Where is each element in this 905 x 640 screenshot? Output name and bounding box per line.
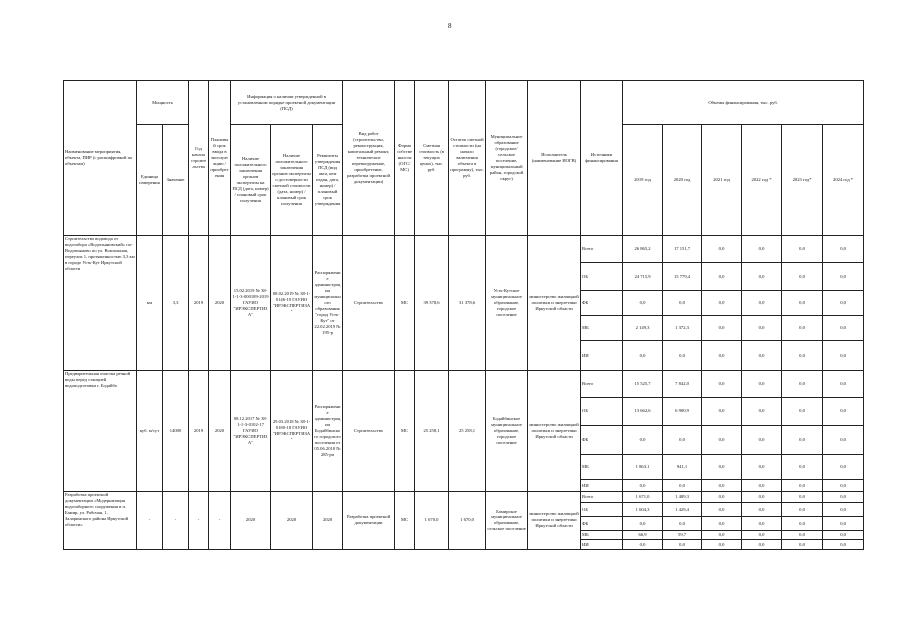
funding-value: 1 671,0 [623,491,663,503]
funding-value: 1 489,3 [663,491,702,503]
funding-source: МБ [581,455,623,480]
start-year: 2019 [189,370,209,491]
funding-value: 0,0 [782,540,823,550]
header-year-2021: 2021 год [702,125,742,236]
capacity-unit: куб. м/сут [137,370,163,491]
funding-value: 0,0 [702,341,742,371]
municipality: Бамирское муниципальное образование, сельское поселение [486,491,528,549]
funding-value: 0,0 [623,425,663,455]
header-name: Наименование мероприятия, объекта, ПИР (с расшифровкой по объектам) [64,81,137,236]
funding-value: 0,0 [823,491,864,503]
funding-value: 0,0 [742,398,782,425]
estimate-cost: 39 378,6 [415,235,449,370]
header-executor: Исполнитель (наименование ИОГВ) [528,81,581,236]
funding-source: ОБ [581,398,623,425]
funding-value: 0,0 [782,398,823,425]
object-name: Разработка проектной документации «Модернизация водозаборного сооружения в п. Бамир, ул. Рабочая, 1, Заларинского района Иркутской области» [64,491,137,549]
capacity-value: 14000 [163,370,189,491]
funding-value: 0,0 [782,425,823,455]
funding-value: 66,9 [623,530,663,539]
header-year-2022: 2022 год * [742,125,782,236]
funding-source: Всего [581,491,623,503]
funding-source: ОБ [581,263,623,290]
object-name: Строительство водовода от водозабора «Водопьяновский» по-Водопьяново по ул. Вокзальная, переулок 1, протяженностью 3,3 км в городе Усть-Кут Иркутской области [64,235,137,370]
funding-value: 0,0 [663,425,702,455]
municipality: Усть-Кутское муниципальное образование, городское поселение [486,235,528,370]
funding-value: 0,0 [742,341,782,371]
remaining-cost: 1 670,0 [449,491,486,549]
funding-value: 0,0 [742,263,782,290]
funding-value: 0,0 [823,530,864,539]
funding-value: 0,0 [623,540,663,550]
municipality: Бодайбинское муниципальное образование, городское поселение [486,370,528,491]
capacity-unit: - [137,491,163,549]
funding-value: 0,0 [702,503,742,517]
funding-value: 0,0 [782,290,823,315]
psd-reliability: 29.03.2018 № 38-1-0180-18 ГАУИО "ИРЭКСПЕРТИЗА" [271,370,313,491]
funding-value: 17 151,7 [663,235,702,262]
funding-value: 941,1 [663,455,702,480]
header-work-type: Вид работ (строительство, реконструкция, капитальный ремонт, техническое перевооружение, приобретение, разработка проектной документации) [343,81,395,236]
header-remaining-cost: Остаток сметной стоимости (на начало включения объекта в программу), тыс. руб. [449,81,486,236]
funding-value: 0,0 [782,503,823,517]
funding-value: 1 604,3 [623,503,663,517]
planned-year: 2020 [209,235,231,370]
funding-value: 0,0 [623,480,663,492]
psd-expertise: 2020 [231,491,271,549]
funding-value: 0,0 [823,290,864,315]
header-psd-reliability: Наличие положительного заключения органов экспертизы о достоверности сметной стоимости (дата, номер) / плановый срок получения [271,125,313,236]
funding-value: 0,0 [823,480,864,492]
funding-source: Всего [581,235,623,262]
estimate-cost: 1 670,0 [415,491,449,549]
funding-value: 1 429,4 [663,503,702,517]
header-funding: Объемы финансирования, тыс. руб. [623,81,864,125]
funding-value: 0,0 [823,517,864,531]
funding-value: 0,0 [663,290,702,315]
funding-source: МБ [581,530,623,539]
funding-value: 0,0 [742,503,782,517]
funding-value: 0,0 [742,491,782,503]
header-estimate-cost: Сметная стоимость (в текущих ценах), тыс. руб. [415,81,449,236]
funding-value: 13 662,6 [623,398,663,425]
work-type: Строительство [343,235,395,370]
funding-value: 0,0 [702,370,742,397]
funding-value: 0,0 [702,455,742,480]
funding-value: 0,0 [742,517,782,531]
funding-value: 2 149,3 [623,315,663,340]
funding-value: 0,0 [823,341,864,371]
header-year-2023: 2023 год* [782,125,823,236]
funding-value: 0,0 [663,540,702,550]
funding-value: 0,0 [823,235,864,262]
funding-source: ФБ [581,517,623,531]
funding-value: 26 865,2 [623,235,663,262]
capacity-value: 3,3 [163,235,189,370]
funding-value: 0,0 [823,425,864,455]
funding-source: ИИ [581,480,623,492]
funding-value: 0,0 [742,540,782,550]
header-start-year: Год начала строительства [189,81,209,236]
funding-value: 0,0 [702,530,742,539]
planned-year: 2020 [209,370,231,491]
funding-value: 0,0 [623,290,663,315]
funding-value: 0,0 [782,370,823,397]
work-type: Разработка проектной документации [343,491,395,549]
funding-value: 0,0 [782,315,823,340]
funding-value: 0,0 [782,517,823,531]
ownership: МС [395,370,415,491]
executor: министерство жилищной политики и энергетики Иркутской области [528,370,581,491]
page-number: 8 [448,22,452,30]
funding-value: 0,0 [742,455,782,480]
funding-value: 0,0 [702,290,742,315]
funding-value: 0,0 [742,370,782,397]
funding-value: 15 779,4 [663,263,702,290]
psd-expertise: 08.12.2017 № 38-1-1-3-0102-17 ГАУИО "ИРЭКСПЕРТИЗА" [231,370,271,491]
remaining-cost: 25 258,1 [449,370,486,491]
funding-value: 15 525,7 [623,370,663,397]
funding-source: Всего [581,370,623,397]
psd-approval: Распоряжение администрации Бодайбинского городского поселения от 05.06.2018 № 285-рп [313,370,343,491]
header-sources: Источники финансирования [581,81,623,236]
psd-reliability: 2020 [271,491,313,549]
funding-value: 0,0 [742,480,782,492]
ownership: МС [395,491,415,549]
funding-value: 0,0 [782,491,823,503]
remaining-cost: 31 378,6 [449,235,486,370]
header-psd-info: Информация о наличии утвержденной в установленном порядке проектной документации (ПСД) [231,81,343,125]
funding-source: ФБ [581,290,623,315]
work-type: Строительство [343,370,395,491]
header-year-2019: 2019 год [623,125,663,236]
funding-source: ФБ [581,425,623,455]
funding-value: 59,7 [663,530,702,539]
funding-value: 0,0 [663,480,702,492]
funding-value: 0,0 [823,398,864,425]
psd-reliability: 08.02.2019 № 38-1-0146-19 ГАУИО "ИРЭКСПЕРТИЗА" [271,235,313,370]
object-name: Предварительная очистка речной воды перед станцией водоподготовки г. Бодайбо [64,370,137,491]
funding-value: 0,0 [623,517,663,531]
header-psd-approval: Реквизиты утверждения ПСД (вид акта, кем издан, дата, номер) / плановый срок утверждения [313,125,343,236]
funding-value: 0,0 [742,530,782,539]
funding-value: 0,0 [782,455,823,480]
funding-value: 0,0 [782,263,823,290]
funding-value: 24 715,9 [623,263,663,290]
funding-value: 0,0 [742,235,782,262]
funding-value: 0,0 [823,455,864,480]
header-municipality: Муниципальное образование (городское/сельское поселение, муниципальный район, городской округ) [486,81,528,236]
executor: министерство жилищной политики и энергетики Иркутской области [528,491,581,549]
funding-value: 0,0 [702,425,742,455]
funding-value: 7 842,0 [663,370,702,397]
header-ownership: Форма собственности (ОГС/МС) [395,81,415,236]
funding-value: 0,0 [702,398,742,425]
table-row [64,491,864,503]
funding-value: 0,0 [623,341,663,371]
header-value: Значение [163,125,189,236]
funding-value: 0,0 [823,540,864,550]
header-unit: Единица измерения [137,125,163,236]
funding-value: 0,0 [702,235,742,262]
estimate-cost: 25 258,1 [415,370,449,491]
funding-value: 0,0 [702,480,742,492]
psd-expertise: 15.02.2019 № 38-1-1-3-000189-2019 ГАУИО "ИРЭКСПЕРТИЗА" [231,235,271,370]
header-psd-expertise: Наличие положительного заключения органов экспертизы на ПСД (дата, номер) / плановый срок получения [231,125,271,236]
ownership: МС [395,235,415,370]
start-year: - [189,491,209,549]
funding-value: 0,0 [782,235,823,262]
planned-year: - [209,491,231,549]
funding-value: 0,0 [663,341,702,371]
funding-source: МБ [581,315,623,340]
psd-approval: Распоряжение администрации муниципального образования "город Усть-Кут" от 22.02.2019 № 195-р [313,235,343,370]
funding-value: 0,0 [702,491,742,503]
funding-value: 0,0 [702,263,742,290]
header-planned-year: Плановый срок ввода в эксплуатацию / приобретения [209,81,231,236]
funding-value: 0,0 [782,341,823,371]
psd-approval: 2020 [313,491,343,549]
funding-value: 1 863,1 [623,455,663,480]
capacity-value: - [163,491,189,549]
funding-source: ИИ [581,540,623,550]
funding-value: 0,0 [823,503,864,517]
funding-value: 0,0 [702,315,742,340]
program-objects-table [63,80,864,550]
funding-value: 0,0 [702,517,742,531]
header-year-2024: 2024 год * [823,125,864,236]
funding-source: ОБ [581,503,623,517]
funding-value: 0,0 [742,290,782,315]
funding-value: 0,0 [782,530,823,539]
funding-source: ИИ [581,341,623,371]
funding-value: 0,0 [823,263,864,290]
funding-value: 6 900,9 [663,398,702,425]
header-capacity: Мощность [137,81,189,125]
funding-value: 0,0 [823,370,864,397]
header-year-2020: 2020 год [663,125,702,236]
start-year: 2019 [189,235,209,370]
funding-value: 0,0 [823,315,864,340]
capacity-unit: км [137,235,163,370]
table-row [64,235,864,262]
funding-value: 0,0 [742,315,782,340]
table-row [64,370,864,397]
funding-value: 0,0 [663,517,702,531]
funding-value: 0,0 [782,480,823,492]
funding-value: 0,0 [742,425,782,455]
funding-value: 1 372,3 [663,315,702,340]
executor: министерство жилищной политики и энергетики Иркутской области [528,235,581,370]
funding-value: 0,0 [702,540,742,550]
